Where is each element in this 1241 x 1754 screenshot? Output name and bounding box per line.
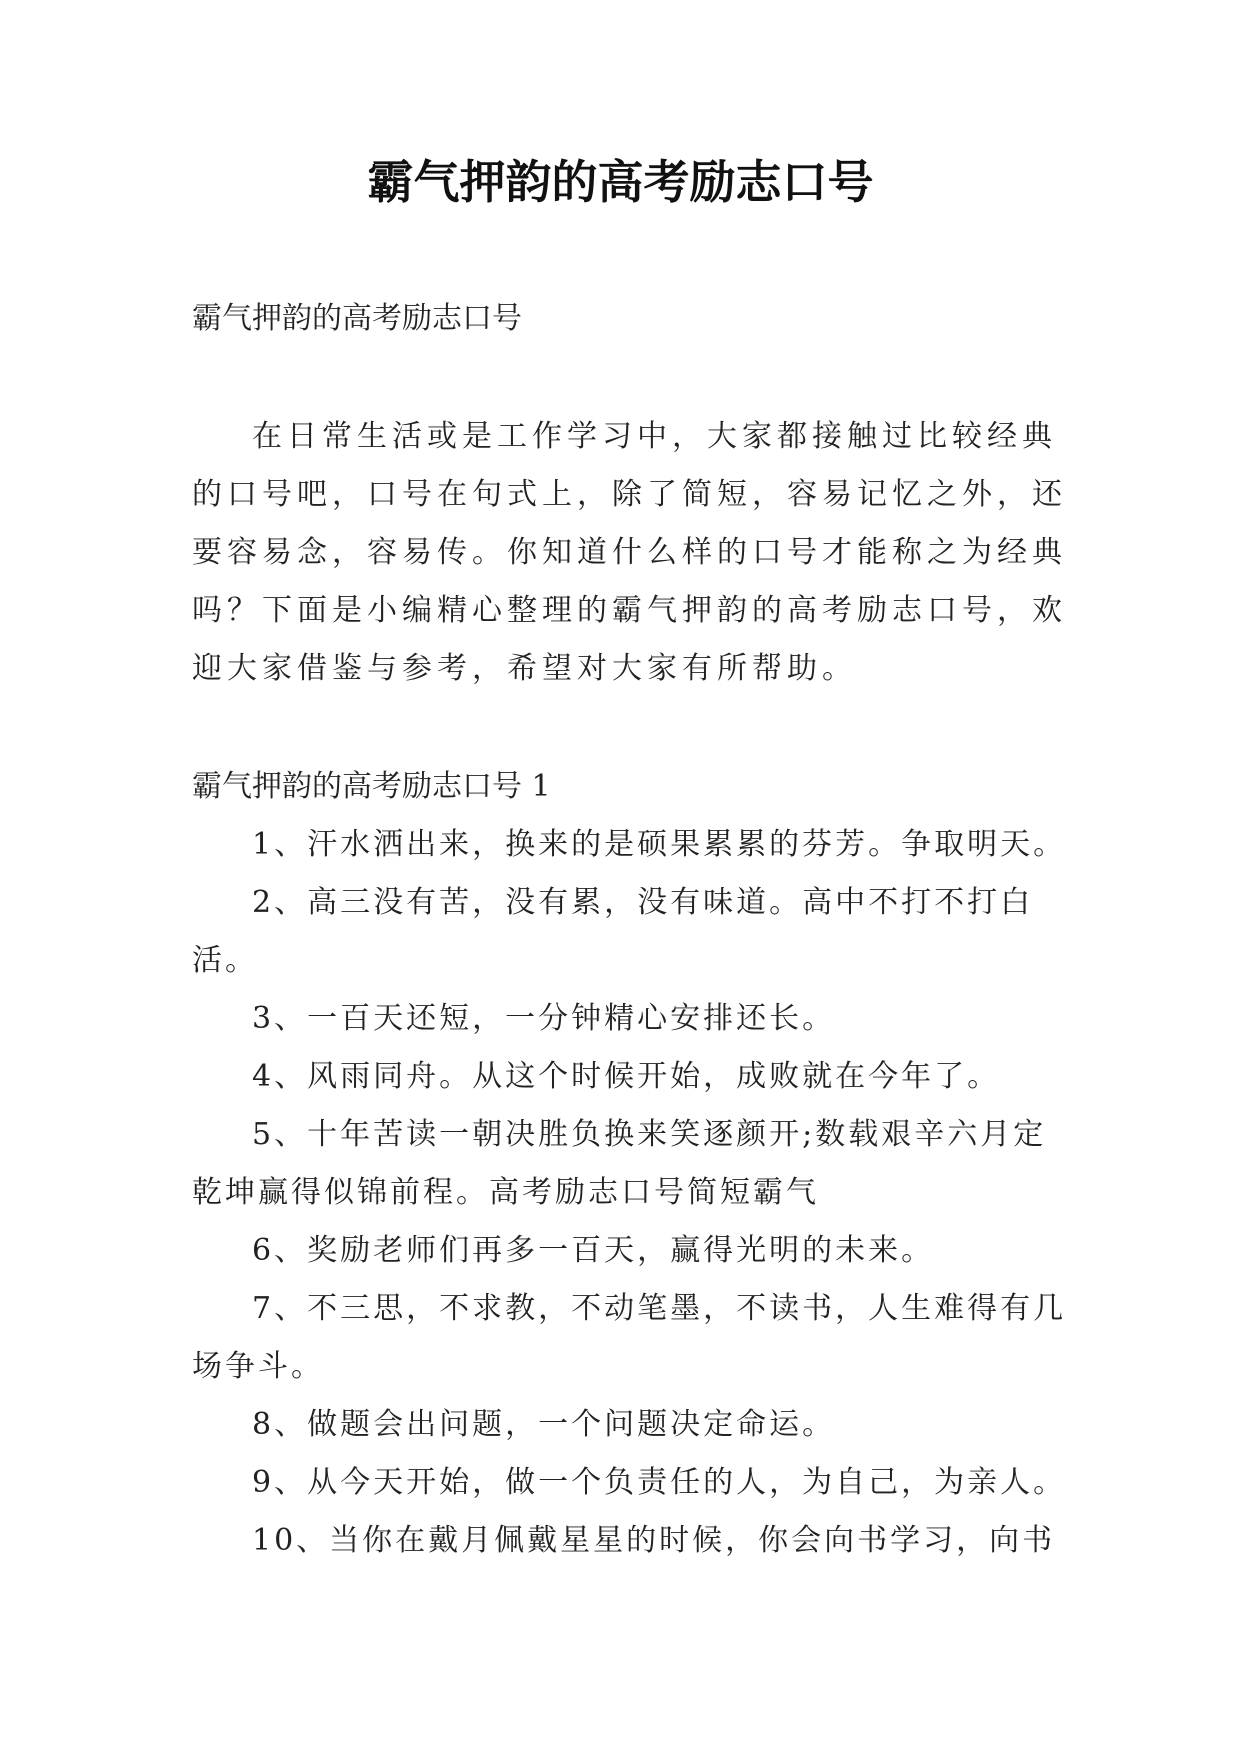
document-subtitle: 霸气押韵的高考励志口号	[192, 301, 522, 336]
slogan-item-7: 7、不三思，不求教，不动笔墨，不读书，人生难得有几场争斗。	[192, 1291, 1067, 1384]
section-heading: 霸气押韵的高考励志口号 1	[192, 769, 551, 804]
slogan-item-9: 9、从今天开始，做一个负责任的人，为自己，为亲人。	[252, 1465, 1067, 1500]
slogan-item-8: 8、做题会出问题，一个问题决定命运。	[252, 1407, 836, 1442]
intro-paragraph: 在日常生活或是工作学习中，大家都接触过比较经典的口号吧，口号在句式上，除了简短，容易记忆之外，还要容易念，容易传。你知道什么样的口号才能称之为经典吗？下面是小编精心整理的霸气押韵的高考励志口号，欢迎大家借鉴与参考，希望对大家有所帮助。	[192, 419, 1067, 686]
document-body	[192, 290, 1072, 1570]
slogan-item-3: 3、一百天还短，一分钟精心安排还长。	[252, 1001, 836, 1036]
document-title: 霸气押韵的高考励志口号	[367, 155, 874, 209]
slogan-item-4: 4、风雨同舟。从这个时候开始，成败就在今年了。	[252, 1059, 1001, 1094]
slogan-item-6: 6、奖励老师们再多一百天，赢得光明的未来。	[252, 1233, 935, 1268]
slogan-item-10: 10、当你在戴月佩戴星星的时候，你会向书学习，向书	[252, 1523, 1056, 1558]
slogan-item-5: 5、十年苦读一朝决胜负换来笑逐颜开;数载艰辛六月定乾坤赢得似锦前程。高考励志口号简短霸气	[192, 1117, 1047, 1210]
slogan-item-1: 1、汗水洒出来，换来的是硕果累累的芬芳。争取明天。	[252, 827, 1067, 862]
slogan-item-2: 2、高三没有苦，没有累，没有味道。高中不打不打白活。	[192, 885, 1034, 978]
